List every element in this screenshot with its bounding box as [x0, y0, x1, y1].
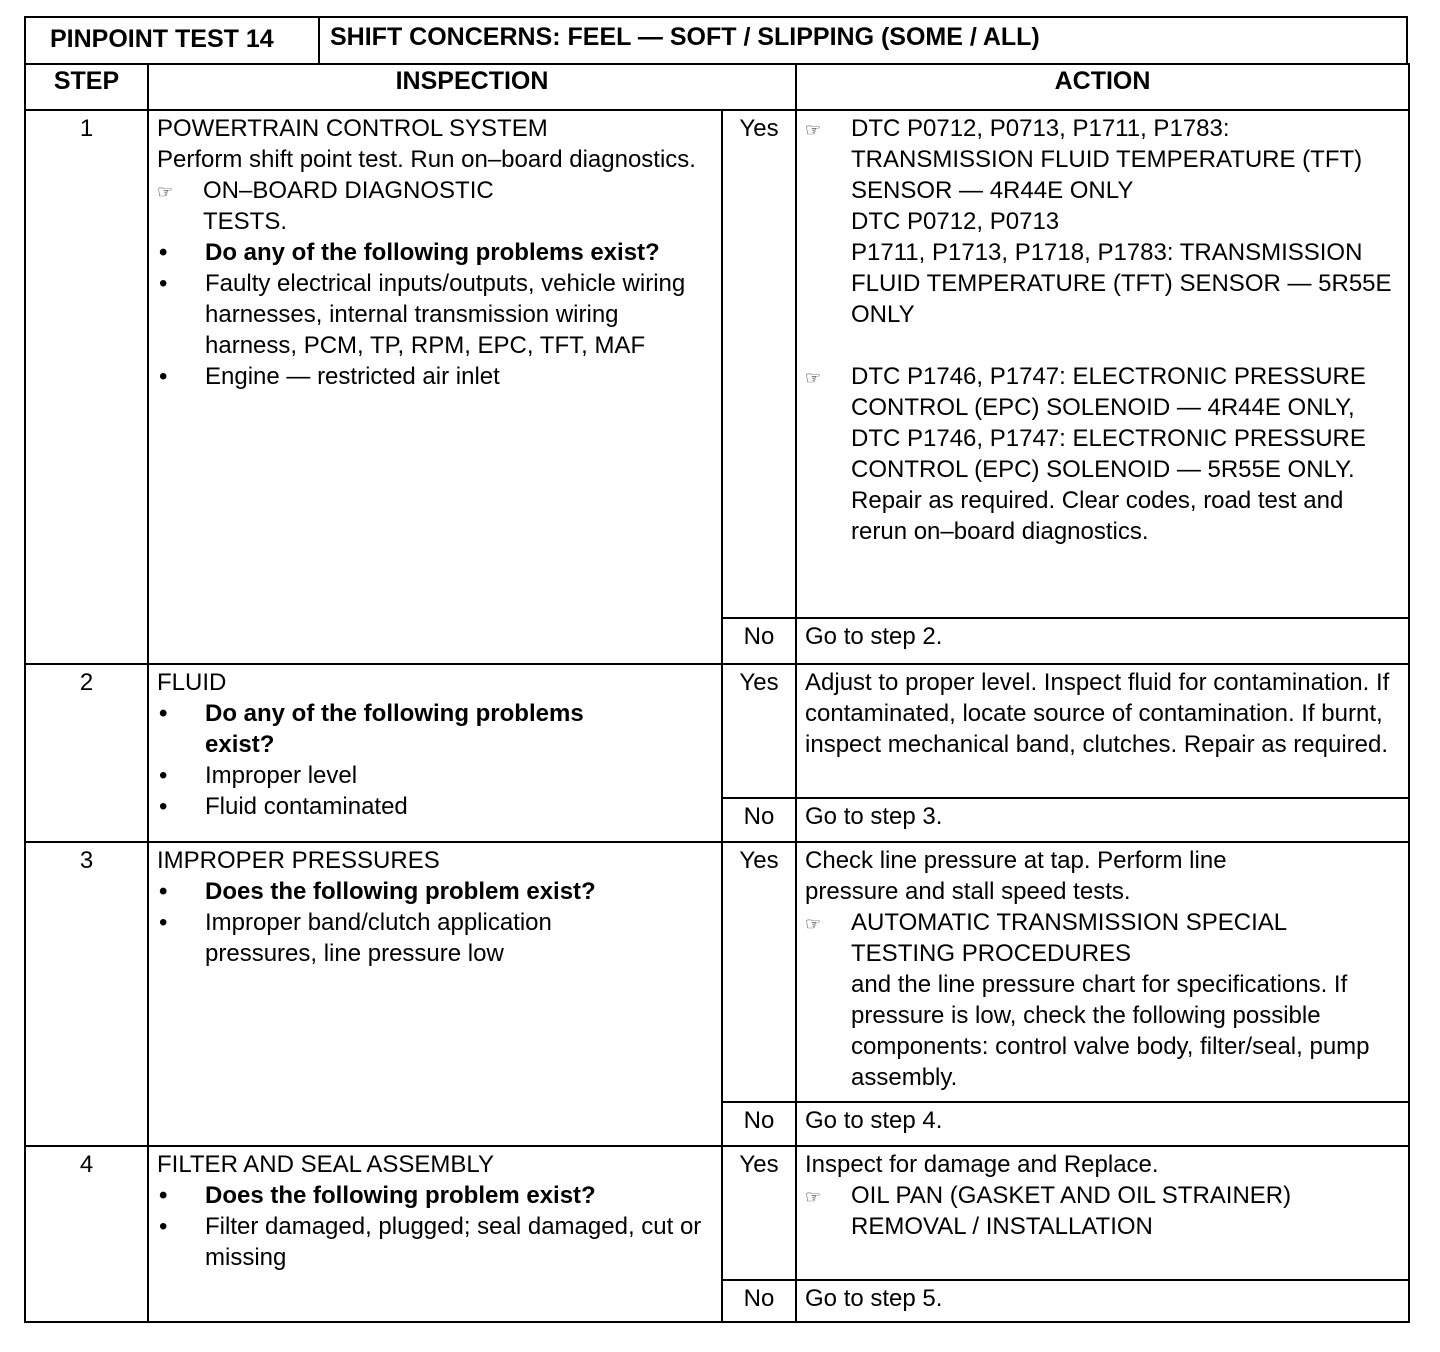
reference-text: DTC P0712, P0713, P1711, P1783: TRANSMISSION FLUID TEMPERATURE (TFT) SENSOR — 4R44E ONLY	[851, 115, 1363, 204]
diagnostic-table	[24, 63, 1410, 1323]
table-row	[25, 1146, 1409, 1280]
reference-text: AUTOMATIC TRANSMISSION SPECIAL TESTING PROCEDURES	[851, 909, 1287, 967]
yes-action: Check line pressure at tap. Perform line pressure and stall speed tests.	[805, 847, 1227, 905]
reference-text: DTC P1746, P1747: ELECTRONIC PRESSURE CONTROL (EPC) SOLENOID — 4R44E ONLY,	[851, 363, 1366, 421]
no-label: No	[722, 618, 796, 664]
bullet-icon: •	[159, 909, 168, 936]
yes-label: Yes	[722, 842, 796, 1102]
reference-text: DTC P1746, P1747: ELECTRONIC PRESSURE CONTROL (EPC) SOLENOID — 5R55E ONLY. Repair as required. Clear codes, road test and rerun on–board diagnostics.	[851, 425, 1366, 545]
yes-action-cell	[796, 842, 1409, 1102]
bullet-icon: •	[159, 793, 168, 820]
reference-text: P1711, P1713, P1718, P1783: TRANSMISSION FLUID TEMPERATURE (TFT) SENSOR — 5R55E ONLY	[851, 239, 1392, 328]
inspection-text: Perform shift point test. Run on–board diagnostics.	[157, 146, 696, 173]
table-row	[25, 664, 1409, 798]
inspection-item: Engine — restricted air inlet	[205, 363, 500, 390]
step-number: 2	[25, 664, 148, 842]
bullet-icon: •	[159, 239, 168, 266]
reference-followup: and the line pressure chart for specifications. If pressure is low, check the following possible components: control valve body, filter/seal, pump assembly.	[851, 971, 1370, 1091]
pinpoint-test-document	[24, 16, 1408, 1323]
inspection-item: Improper level	[205, 762, 358, 789]
bullet-icon: •	[159, 762, 168, 789]
pointing-hand-icon: ☞	[805, 120, 822, 140]
yes-label: Yes	[722, 1146, 796, 1280]
inspection-title: IMPROPER PRESSURES	[157, 847, 440, 874]
inspection-question: Does the following problem exist?	[205, 878, 596, 905]
reference-text: DTC P0712, P0713	[851, 208, 1060, 235]
bullet-icon: •	[159, 270, 168, 297]
no-label: No	[722, 798, 796, 842]
column-header-inspection: INSPECTION	[148, 64, 796, 110]
no-action: Go to step 3.	[796, 798, 1409, 842]
inspection-question: Do any of the following problems exist?	[205, 239, 660, 266]
step-number: 1	[25, 110, 148, 664]
yes-action: Inspect for damage and Replace.	[805, 1151, 1159, 1178]
column-header-step: STEP	[25, 64, 148, 110]
pointing-hand-icon: ☞	[157, 182, 174, 202]
step-number: 4	[25, 1146, 148, 1322]
inspection-cell	[148, 1146, 722, 1322]
no-label: No	[722, 1102, 796, 1146]
inspection-question: Does the following problem exist?	[205, 1182, 596, 1209]
inspection-item: Faulty electrical inputs/outputs, vehicle wiring harnesses, internal transmission wiring harness, PCM, TP, RPM, EPC, TFT, MAF	[205, 270, 686, 359]
pointing-hand-icon: ☞	[805, 368, 822, 388]
inspection-question: Do any of the following problems exist?	[205, 700, 584, 758]
inspection-cell	[148, 664, 722, 842]
test-header	[24, 16, 1408, 63]
no-label: No	[722, 1280, 796, 1322]
bullet-icon: •	[159, 700, 168, 727]
bullet-icon: •	[159, 878, 168, 905]
yes-action: Adjust to proper level. Inspect fluid for contamination. If contaminated, locate source of contamination. If burnt, inspect mechanical band, clutches. Repair as required.	[796, 664, 1409, 798]
yes-label: Yes	[722, 110, 796, 618]
reference-text: ON–BOARD DIAGNOSTIC TESTS.	[203, 177, 494, 235]
test-id: PINPOINT TEST 14	[26, 18, 320, 63]
yes-action-cell	[796, 1146, 1409, 1280]
inspection-item: Filter damaged, plugged; seal damaged, cut or missing	[205, 1213, 702, 1271]
column-header-action: ACTION	[796, 64, 1409, 110]
step-number: 3	[25, 842, 148, 1146]
inspection-item: Fluid contaminated	[205, 793, 408, 820]
test-title: SHIFT CONCERNS: FEEL — SOFT / SLIPPING (SOME / ALL)	[330, 23, 1040, 51]
inspection-title: POWERTRAIN CONTROL SYSTEM	[157, 115, 548, 142]
bullet-icon: •	[159, 1182, 168, 1209]
table-row	[25, 110, 1409, 618]
bullet-icon: •	[159, 1213, 168, 1240]
inspection-title: FLUID	[157, 669, 227, 696]
no-action: Go to step 4.	[796, 1102, 1409, 1146]
no-action: Go to step 2.	[796, 618, 1409, 664]
reference-text: OIL PAN (GASKET AND OIL STRAINER) REMOVAL / INSTALLATION	[851, 1182, 1292, 1240]
pointing-hand-icon: ☞	[805, 1187, 822, 1207]
inspection-cell	[148, 110, 722, 664]
inspection-item: Improper band/clutch application pressures, line pressure low	[205, 909, 552, 967]
no-action: Go to step 5.	[796, 1280, 1409, 1322]
bullet-icon: •	[159, 363, 168, 390]
inspection-cell	[148, 842, 722, 1146]
yes-action-cell	[796, 110, 1409, 618]
pointing-hand-icon: ☞	[805, 914, 822, 934]
inspection-title: FILTER AND SEAL ASSEMBLY	[157, 1151, 495, 1178]
table-header-row	[25, 64, 1409, 110]
table-row	[25, 842, 1409, 1102]
yes-label: Yes	[722, 664, 796, 798]
